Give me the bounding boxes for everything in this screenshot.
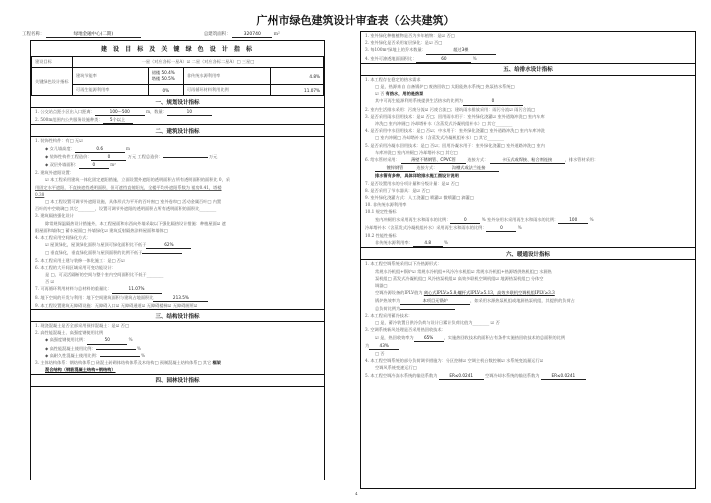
bus-count-label: m，数量： (146, 109, 167, 114)
supply-pipe-label: 6. 给水管材采用： (365, 157, 400, 163)
cooling-heating-source-heading: 1. 本工程空调系统采用以下冷热源形式： (365, 261, 442, 267)
heat-pump-ratio-value (400, 309, 455, 310)
durable-concrete-value (100, 356, 140, 357)
nontraditional-rate-label: 非传统水源利用率： (375, 240, 413, 246)
fixed-shading-line3: 0.38 (35, 191, 45, 197)
flush-reclaimed-value: 0 (450, 216, 480, 224)
recyclable-material-label: 可再循环材料利用比例 (183, 85, 271, 96)
cooling-tower-reclaimed-value: 0 (486, 224, 516, 232)
drain-conn-label: 连接方式： (416, 165, 438, 171)
nontraditional-rate-value: 4.8 (413, 239, 443, 247)
nontraditional-rate-unit: % (444, 240, 449, 246)
ready-mix-concrete: 1. 现浇混凝土是否全部采用预拌混凝土：是☑ 否□ (35, 323, 129, 329)
water-saving-fixtures: 8. 是否采用了节水器具：是☑ 否□ (365, 187, 430, 193)
cooling-water-er-value: ER≤0.0241 (541, 372, 586, 380)
supply-conn-value: 卡压式或焊接、粘合剂连接 (490, 156, 565, 164)
hot-water-no: ☑ 否 (375, 91, 385, 97)
permeable-ratio-value: 60 (416, 55, 471, 63)
cooling-tower-reclaimed-label: 冷却塔补水（含蒸发式冷凝机组补水）采用再生水和雨水的比例： (365, 224, 487, 230)
parapet-unit: m (126, 145, 131, 151)
cold-storage-heading: 2. 本工程采用蓄冷技术： (365, 312, 413, 318)
supply-pipe-value: 薄壁不锈钢管、CPVC管 (401, 156, 466, 164)
heat-recovery-no: □ 否 (375, 350, 385, 356)
boiler-efficiency-value: 本项目无锅炉 (400, 297, 470, 305)
condensate-reuse-line2: 车库冲洗□ 室内冲厕□ 冷却塔补水□ 其它□ (375, 149, 458, 155)
heat-pump-ratio-label: 总负荷比例为 (375, 305, 401, 311)
recyclable-ratio-value: 11.07% (112, 285, 162, 293)
recyclable-material-value: 11.07% (271, 85, 324, 96)
boiler-efficiency-label: 锅炉热效率为 (375, 297, 401, 303)
nontraditional-water-label: 非传统水源利用率 (183, 68, 271, 85)
total-cost-label: 万元 工程总造价： (127, 153, 163, 159)
cold-storage-options: □ 是，蓄冷装置日供冷负荷与设计日累计负荷比值为________ ☑ 否 (375, 320, 500, 326)
total-cost-value (163, 157, 208, 158)
cooling-tower-reclaimed-unit: % (517, 224, 522, 230)
energy-saving-tower: 塔楼 50.5% (151, 76, 175, 81)
flexible-space-no: 否 ☑ (45, 279, 55, 285)
double-wall-value: 0 (79, 161, 109, 169)
heat-recovery-area-label: ，实施热回收技术的面积占有条件实施热回收技术的总面积的比例 (443, 334, 566, 340)
iplv-value: 离心式IPLV≥5.8;螺杆式IPLV≥5.13，高效多联机空调机组IPLV≥3.3 (423, 290, 555, 296)
high-performance-heading: 2. 高性能混凝土、高强度钢使用比例 (35, 330, 104, 336)
roof-greening-value: 62% (146, 241, 191, 249)
fixed-shading-line1: ☑ 本工程采用建筑一体化固定遮阳措施，立面设置外遮阳的透明面积占所有透明面积的面积比 0，采 (45, 177, 230, 183)
adjustable-shading-line2: 百叶的中空玻璃□ 其它________，设置可调节外遮阳的透明面积占所有透明面积的面积比________ (35, 206, 217, 212)
chilled-water-er-label: 5. 本工程空调冷冻水系统的输送系数为 (365, 372, 438, 378)
durable-concrete-label: 高耐久性混凝土使用比例： (49, 352, 100, 358)
hot-water-note: 有热水，用的是热泵 (385, 91, 424, 97)
outdoor-reclaimed-label: % 室外杂用水采用再生水和雨水的比例： (481, 216, 559, 222)
heat-pump-load-label: ，如采用水源热泵机组或地源热泵机组，其提供的负荷占 (470, 297, 575, 303)
integrated-construction: 5. 本工程采用土建与装修一体化施工：是□ 否☑ (35, 257, 125, 263)
structure-system-mixed: 混合结构（钢筋混凝土结构+钢结构） (45, 367, 116, 373)
flexible-space-yes: 是 □，可灵活隔断的空间与整个室内空间面积比不低于________ (45, 272, 164, 278)
rainwater-reuse-line2: 冲洗□ 室内冲厕□ 冷却塔补水（含蒸发式冷凝机组补水）□ 其它________ (375, 121, 513, 127)
iplv-label: 空调冷源设备的IPLV值为 (375, 290, 423, 296)
insulation-line1: 除常规保温隔热设计措施外，本工程屋面和东西向外墙采取以下强化隔热设计措施：种植屋面☑ 遮 (45, 220, 226, 226)
flexible-space-heading: 6. 本工程的大开间区域采用可变功能设计： (35, 264, 116, 270)
fixed-shading-line2: 用固定水平遮阳，不直接遮挡透明面积，但可遮挡直射阳光，全楼平均外遮阳系数为 裙房0.41，塔楼 (35, 184, 222, 190)
layered-greening: 2. 室外绿化是否采用复层绿化：是☑ 否□ (365, 40, 443, 46)
project-name-value: 绿地金融中心(二期) (46, 31, 141, 38)
outdoor-reclaimed-value: 100 (558, 216, 588, 224)
greywater-reuse-line1: 4. 是否采用中水回用技术：是□ 否☑；中水用于：室外绿化浇灌□ 室外道路冲洗□ 室内车库冲洗 (365, 128, 545, 134)
shading-heading: 2. 建筑外遮阳设置： (35, 170, 74, 176)
trees-per-100m2-value: 超过3棵 (426, 46, 496, 54)
source-options-line2: 泵机组□ 蒸发式冷凝机组□ 风冷热泵机组☑ 高效多联机空调机组☑ 地源热泵机组□ 分体空 (375, 275, 544, 281)
goal-text: 一星（对应各标一星A）☑ 二星（对应各标二星A）□ 三星□ (72, 57, 323, 68)
water-metering: 7. 是否设置用水的分项计量和分级计量：是☑ 否□ (365, 180, 459, 186)
total-cost-unit: 万元 (208, 153, 218, 159)
renewable-hot-water-value: 0 (463, 97, 523, 105)
hp-concrete-value (96, 349, 136, 350)
bus-count-value: 10 (167, 108, 212, 116)
targets-header: 建 设 目 标 及 关 键 绿 色 设 计 指 标 (100, 46, 255, 53)
double-wall-label: 双层外墙面积： (49, 162, 79, 168)
section-planning: 一、规划设计指标 (31, 96, 324, 108)
project-info (22, 31, 332, 38)
high-strength-steel-label: 高强度钢使用比例： (49, 337, 88, 343)
durable-concrete-unit: % (141, 352, 146, 358)
permeable-ratio-unit: % (472, 55, 477, 61)
right-column (360, 31, 696, 489)
source-options-line1: 常规水冷机组+锅炉☑ 常规水冷机组+风冷冷水机组☑ 常规水冷机组+热源塔供热机组□ 水源热 (375, 268, 552, 274)
parapet-value: 0.6 (75, 145, 125, 153)
hot-water-yes: □ 是，热源来自 自备锅炉□ 废热回收□ 太阳能热水系统□ 热泵热水系统□ (375, 84, 515, 90)
drain-conn-value: 沟槽式或法兰连接 (439, 164, 499, 172)
key-indicators-table (31, 56, 324, 96)
condensate-reuse-line1: 5. 是否采用冷凝水回用技术：是□ 否☑；回用冷凝水用于：室外绿化浇灌□ 室外道路冲洗□ 室内 (365, 142, 545, 148)
drainage-system: 2. 室内生活排水采用：污废分流☑ 污废合流□；建筑雨水排放采用：雨污分流☑ 雨污合流□ (365, 106, 535, 112)
heat-recovery-area-value: 43% (369, 342, 399, 350)
performance-heading: 10.2 性能性指标 (365, 233, 397, 239)
hp-concrete-unit: % (136, 345, 141, 351)
insulation-line2: 阳屋面和墙体□ 蓄水屋面□ 外墙绿化☑ 建筑反射隔热涂料屋面和墙体□ (35, 227, 168, 233)
double-wall-unit: m² (110, 162, 116, 168)
flush-reclaimed-label: 室内冲厕用水采用再生水和雨水的比例： (375, 216, 451, 222)
drain-pipe-label: ，排水管材采用： (564, 157, 599, 163)
greywater-reuse-line2: □ 室内冲厕□ 冷却塔补水（含蒸发式冷凝机组补水）□ 其它________ (375, 135, 504, 141)
section-hvac: 六、暖通设计指标 (361, 247, 695, 260)
hot-water-heading: 1. 本工程存在稳定的热水需求 (365, 76, 421, 82)
renewable-energy-label: 可再生能源利用率 (72, 85, 148, 96)
renewable-energy-value: 0% (148, 85, 183, 96)
hp-concrete-label: 高性能混凝土使用比例： (49, 345, 96, 351)
cooling-water-er-label: 空调冷却水系统的输送系数为 (485, 372, 540, 378)
outdoor-reclaimed-unit: % (589, 216, 594, 222)
insulation-heading: 3. 建筑隔热强化设计 (35, 213, 74, 219)
service-types-label: 2. 500m范围内公共服务设施种类： (35, 117, 103, 123)
key-label: 关键绿色设计指标 (32, 68, 73, 96)
section-architecture: 二、建筑设计指标 (31, 124, 324, 137)
supply-conn-label: 连接方式： (467, 157, 489, 163)
goal-label: 建设目标 (32, 57, 73, 68)
section-water: 五、给排水设计指标 (361, 63, 695, 76)
energy-saving-label: 建筑节能率 (72, 68, 148, 85)
nontraditional-water-value: 4.8% (271, 68, 324, 85)
page-title: 广州市绿色建筑设计审查表（公共建筑） (256, 14, 455, 27)
left-column: 建 设 目 标 及 关 键 绿 色 设 计 指 标 建设目标 一星（对应各标一星A）☑ 二星（对应各标二星A）□ 三星□ 关键绿色设计指标 建筑节能率 裙楼 50.4% 塔楼 50.5% 非传统水源利用率 4.8% 可再生能源利用率 0% 可再循环材料利用比例 11.07% 一、规划设计指标 1. 公交站点距小区出入口距离： 100～500 m，数量： 10 2. 500m范围内公共服务设施种类： 5个以上 二、建筑设计指标 1. 装饰性构件：有□ 无☑ ◆ 女儿墙高度： 0.6 m ◆ 装饰性构件工程造价： 0 万元 工程总造价： 万元 ◆ 双层外墙面积： 0 m² 2. 建筑外遮阳设置： ☑ 本工程采用建筑一体化固定遮阳措施，立面设置外遮阳的透明面积占所有透明面积的面积比 0，采 用固定水平遮阳，不直接遮挡透明面积，但可遮挡直射阳光，全楼平均外遮阳系数为 裙房0.41，塔楼 0.38 □ 本工程设置可调节外遮阳设施，具体形式为平开的百叶窗□ 室外卷帘□ 活动金属百叶□ 内置 百叶的中空玻璃□ 其它________，设置可调节外遮阳的透明面积占所有透明面积的面积比________ 3. 建筑隔热强化设计 除常规保温隔热设计措施外，本工程屋面和东西向外墙采取以下强化隔热设计措施：种植屋面☑ 遮 阳屋面和墙体□ 蓄水屋面□ 外墙绿化☑ 建筑反射隔热涂料屋面和墙体□ 4. 本工程采用空间绿化方式： ☑ 屋顶绿化，屋顶绿化面积与屋顶可绿化面积比不低于 62% □ 垂直绿化，垂直绿化面积与屋顶面积的比例不低于 5. 本工程采用土建与装修一体化施工：是□ 否☑ 6. 本工程的大开间区域采用可变功能设计： 是 □，可灵活隔断的空间与整个室内空间面积比不低于________ 否 ☑ 7. 可再循环利用材料与总材料的重量比： 11.07% 8. 地下空间的开发与利用：地下空间建筑面积与建筑占地面积比 213.5% 9. 本工程设置建筑无障碍设施：无障碍入口☑ 无障碍通道☑ 无障碍楼梯☑ 无障碍厕所☑ 三、结构设计指标 1. 现浇混凝土是否全部采用预拌混凝土：是☑ 否□ 2. 高性能混凝土、高强度钢使用比例 ◆ 高强度钢使用比例： 50 % ◆ 高性能混凝土使用比例： % ◆ 高耐久性混凝土使用比例： % 3. 主体结构体系：钢结构体系□ 砖混土砖砌体结构体系及木结构□ 预制混凝土结构体系□ 其它 框架 混合结构（钢筋混凝土结构+钢结构） 四、园林设计指标 (30, 40, 325, 480)
bus-distance-label: 1. 公交站点距小区出入口距离： (35, 109, 95, 114)
heat-recovery-efficiency: 65% (414, 334, 444, 342)
section-landscape: 四、园林设计指标 (31, 374, 324, 387)
nontraditional-water-heading: 10. 非传统水源利用率 (365, 202, 407, 208)
decor-cost-value: 0 (91, 153, 126, 161)
accessibility-facilities: 9. 本工程设置建筑无障碍设施：无障碍入口☑ 无障碍通道☑ 无障碍楼梯☑ 无障碍厕所☑ (35, 302, 198, 308)
drain-pipe-note: 排水管有多种，具体详给排水施工图设计说明 (375, 173, 459, 179)
greening-heading: 4. 本工程采用空间绿化方式： (35, 235, 91, 241)
structure-system-frame: 框架 (212, 360, 221, 366)
chilled-water-er-value: ER≤0.0241 (439, 372, 484, 380)
heat-recovery-yes: ☑ 是，热回收效率为 (375, 334, 414, 340)
high-strength-steel-unit: % (128, 337, 133, 343)
prescriptive-heading: 10.1 规定性指标 (365, 209, 397, 215)
parapet-label: 女儿墙高度： (49, 145, 75, 151)
adjustable-shading-line1: □ 本工程设置可调节外遮阳设施，具体形式为平开的百叶窗□ 室外卷帘□ 活动金属百叶□ 内置 (45, 199, 222, 205)
energy-saving-podium: 裙楼 50.4% (151, 70, 175, 75)
recyclable-ratio-label: 7. 可再循环利用材料与总材料的重量比： (35, 286, 112, 292)
vertical-greening-label: □ 垂直绿化，垂直绿化面积与屋顶面积的比例不低于 (45, 250, 143, 256)
perennial-plants: 1. 室外绿化种植植物是否为多年植物：是☑ 否□ (365, 33, 455, 38)
vertical-greening-value (142, 253, 182, 254)
decor-components: 1. 装饰性构件：有□ 无☑ (35, 138, 83, 144)
irrigation-method: 9. 室外绿化浇灌方式：人工浇灌□ 喷灌☑ 微喷灌□ 滴灌□ (365, 195, 474, 201)
area-label: 总建筑面积： (203, 32, 231, 37)
rainwater-reuse-line1: 3. 是否采用雨水回用技术：是☑ 否□；回用雨水用于：室外绿化浇灌☑ 室外道路冲洗□ 室内车库 (365, 113, 545, 119)
structure-system: 3. 主体结构体系：钢结构体系□ 砖混土砖砌体结构体系及木结构□ 预制混凝土结构体系□ 其它 (35, 360, 212, 366)
renewable-hot-water-label: 其中可再生能源利用系统提供生活热水的比例为 (375, 98, 463, 104)
drain-pipe-value: 镀锌钢管 (375, 164, 415, 172)
part-load-line2: 空调风系统变速运行□ (375, 365, 417, 371)
trees-per-100m2-label: 3. 每100m²绿地上的乔木数量： (365, 47, 426, 53)
section-structure: 三、结构设计指标 (31, 309, 324, 322)
underground-ratio-value: 213.5% (153, 294, 208, 302)
underground-ratio-label: 8. 地下空间的开发与利用：地下空间建筑面积与建筑占地面积比 (35, 294, 154, 300)
heat-recovery-area-prefix: 为 (365, 342, 370, 348)
project-name-label: 工程名称： (22, 32, 45, 37)
bus-distance-value: 100～500 (95, 108, 145, 116)
roof-greening-label: ☑ 屋顶绿化，屋顶绿化面积与屋顶可绿化面积比不低于 (45, 242, 147, 248)
high-strength-steel-value: 50 (87, 336, 127, 344)
permeable-ratio-label: 4. 室外可渗透地面面积比： (365, 55, 417, 61)
decor-cost-label: 装饰性构件工程造价： (49, 153, 92, 159)
page-number: 4 (355, 491, 358, 496)
area-unit: m² (273, 32, 280, 37)
heat-recovery-heading: 3. 空调系统新风处理是否采用热回收技术： (365, 327, 446, 333)
service-types-value: 5个以上 (103, 116, 133, 124)
source-options-line3: 调器□ (375, 283, 388, 289)
area-value: 320740 (232, 32, 272, 38)
part-load-line1: 4. 本工程空调系统的部分负荷调节措施为：分区控制☑ 空调主机台数控制☑ 水系统变流量运行☑ (365, 358, 544, 364)
